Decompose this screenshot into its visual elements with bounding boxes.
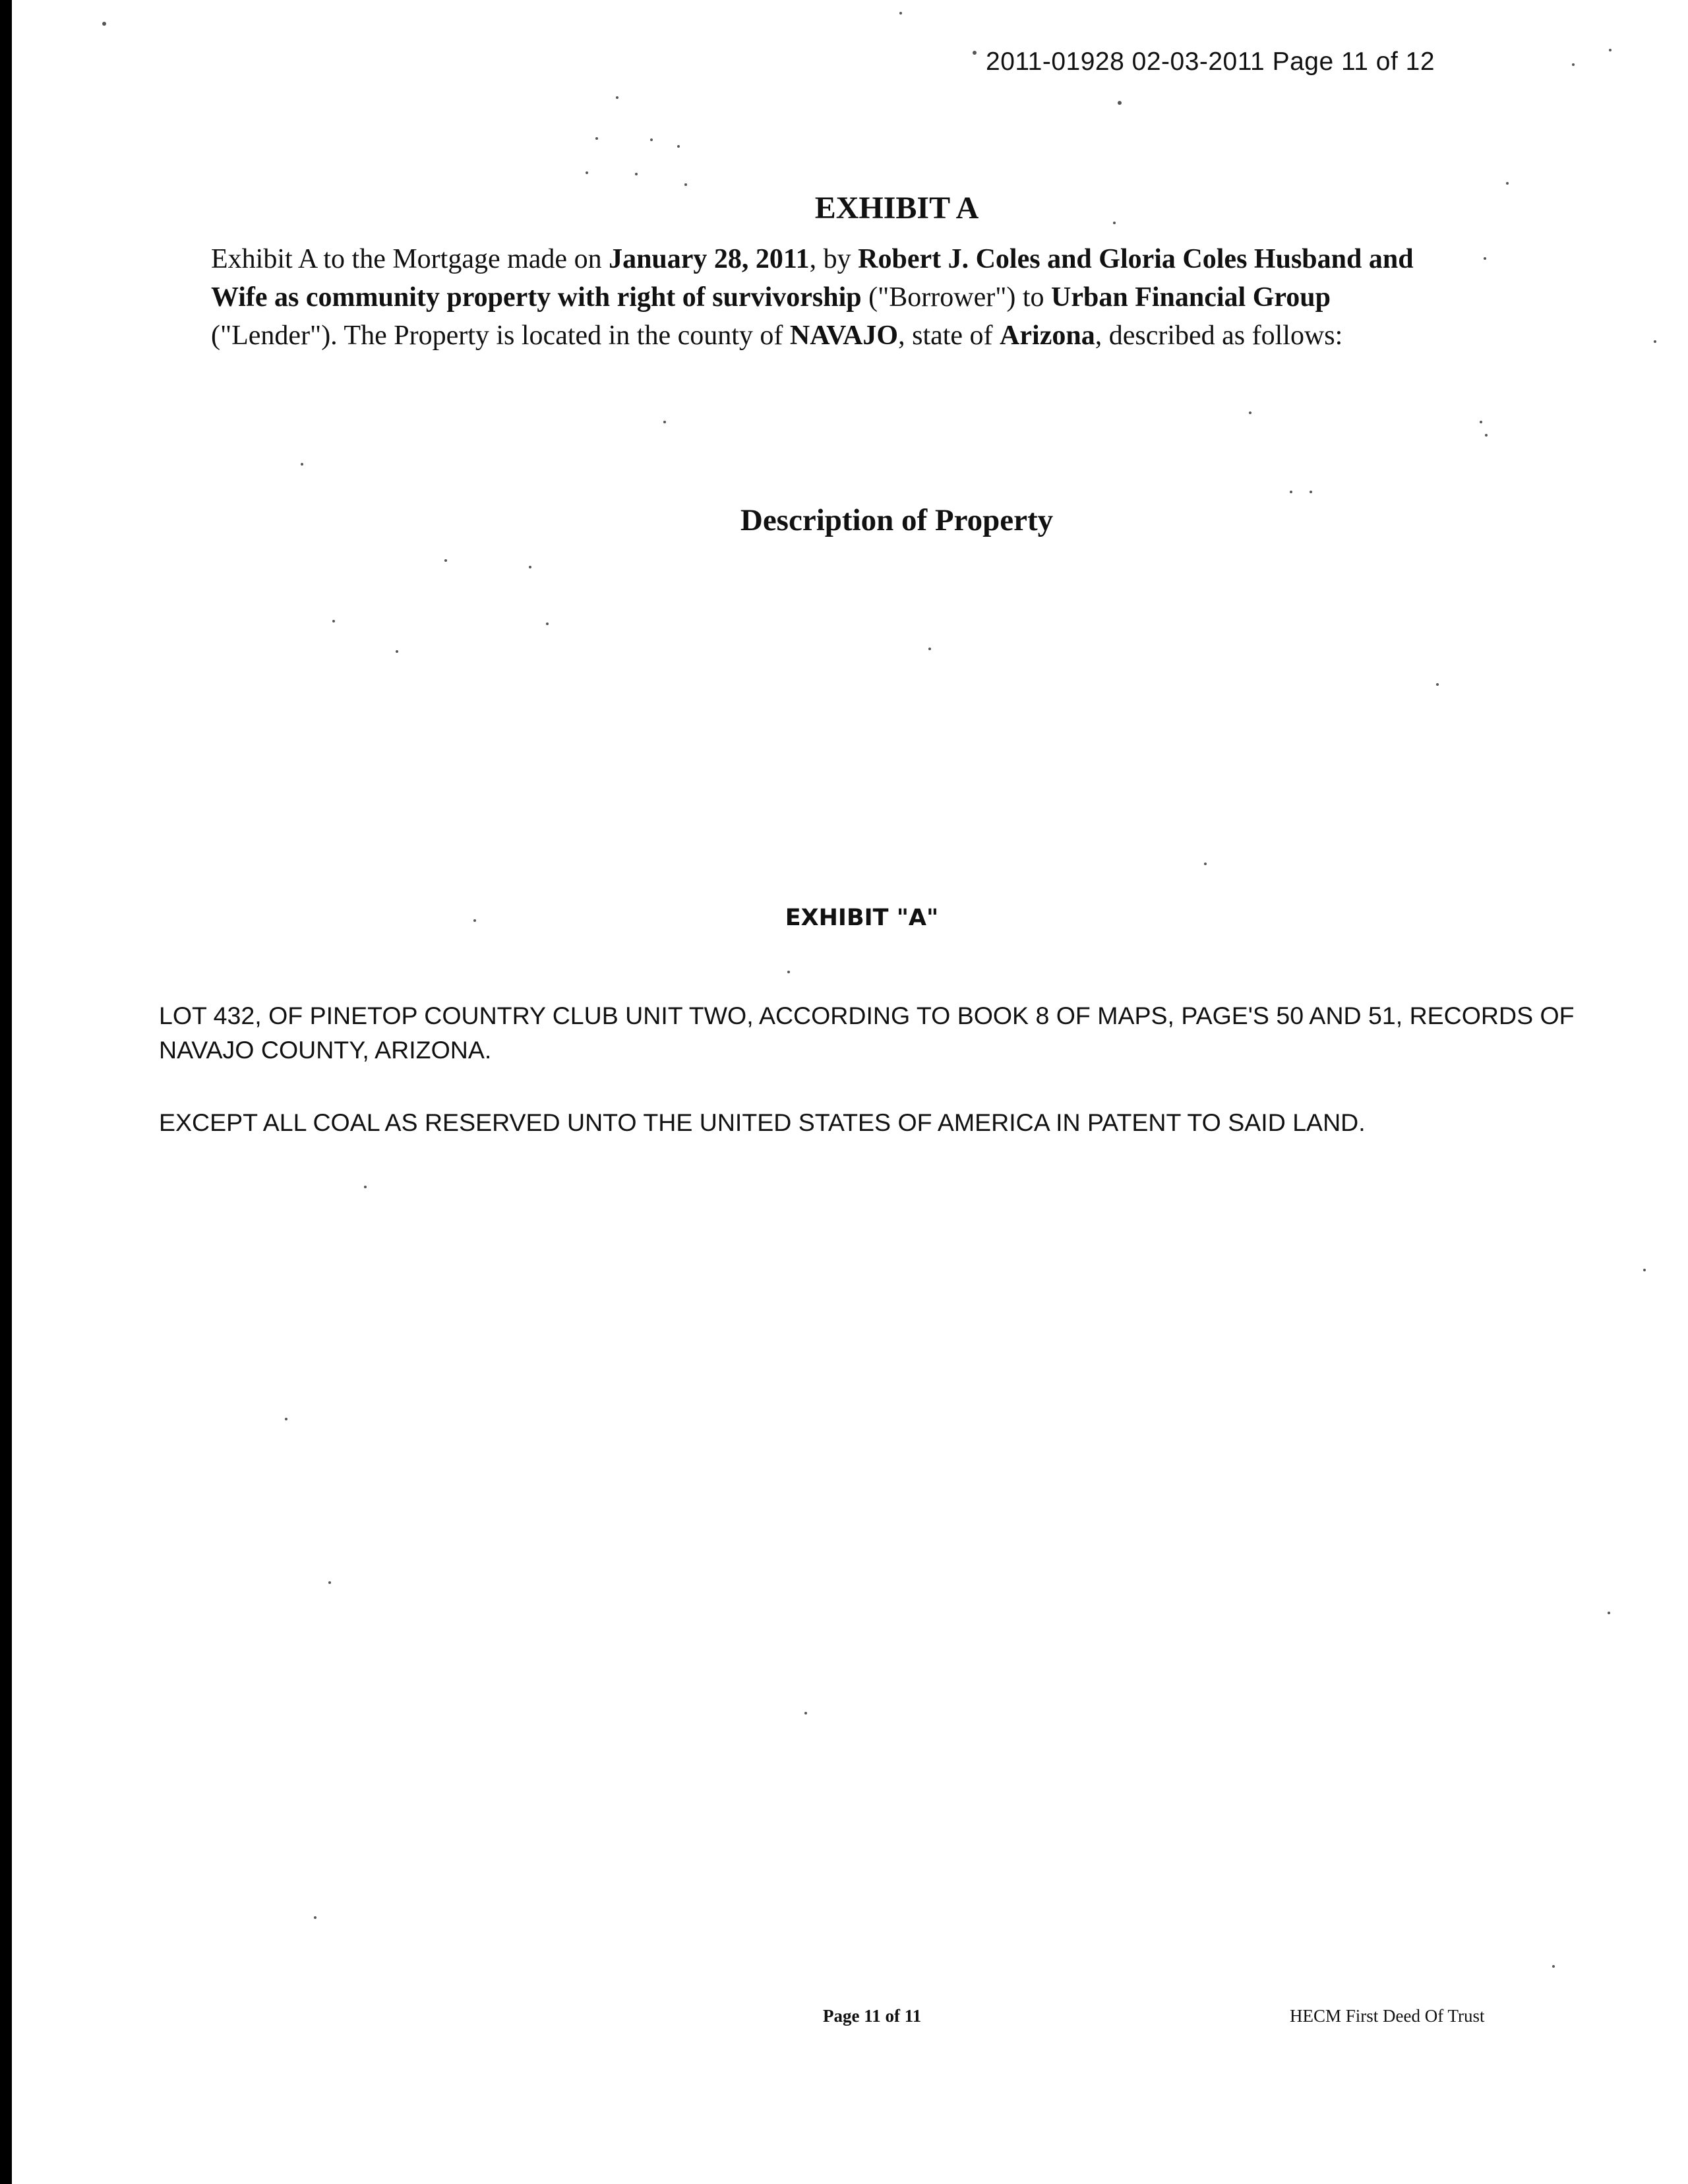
description-heading: Description of Property: [740, 503, 1054, 537]
county-name: NAVAJO: [789, 320, 899, 351]
borrower-names: Robert J. Coles and Gloria Coles Husband and Wife as community property with right of survivorship: [211, 244, 1414, 313]
lender-name: Urban Financial Group: [1051, 282, 1331, 313]
state-name: Arizona: [1000, 320, 1095, 351]
intro-text: , described as follows:: [1095, 320, 1343, 351]
recording-stamp: 2011-01928 02-03-2011 Page 11 of 12: [986, 47, 1435, 76]
mortgage-date: January 28, 2011: [609, 244, 810, 274]
intro-text: ("Lender"). The Property is located in the county of: [211, 320, 790, 351]
exhibit-title: EXHIBIT A: [814, 191, 979, 226]
legal-description-heading: EXHIBIT "A": [785, 905, 939, 931]
legal-description-exception: EXCEPT ALL COAL AS RESERVED UNTO THE UNITED STATES OF AMERICA IN PATENT TO SAID LAND.: [159, 1108, 1366, 1136]
footer-page-number: Page 11 of 11: [823, 2006, 922, 2026]
footer-document-name: HECM First Deed Of Trust: [1290, 2006, 1485, 2026]
exhibit-intro-paragraph: [211, 240, 1464, 355]
intro-text: Exhibit A to the Mortgage made on: [211, 244, 609, 274]
intro-text: , by: [809, 244, 859, 274]
intro-text: , state of: [898, 320, 1000, 351]
legal-description-lot: LOT 432, OF PINETOP COUNTRY CLUB UNIT TWO, ACCORDING TO BOOK 8 OF MAPS, PAGE'S 50 AND 51, RECORDS OF NAVAJO COUNTY, ARIZONA.: [159, 1002, 1575, 1064]
intro-text: ("Borrower") to: [861, 282, 1052, 313]
